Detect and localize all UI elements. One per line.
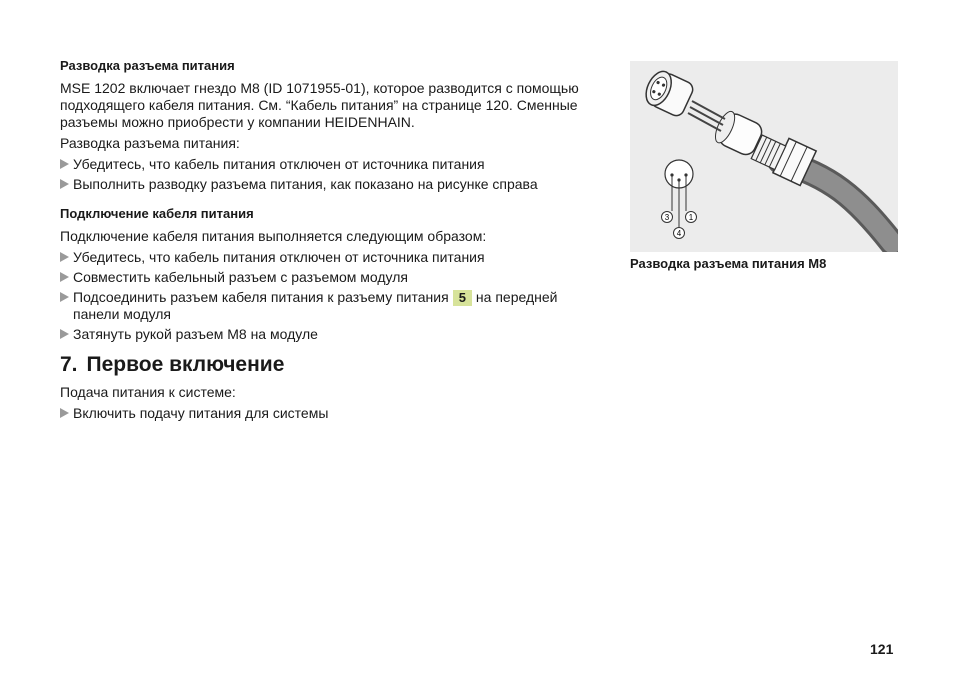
arrow-icon <box>60 272 69 282</box>
arrow-icon <box>60 329 69 339</box>
step-item: Совместить кабельный разъем с разъемом модуля <box>60 269 605 286</box>
main-column <box>60 58 605 425</box>
arrow-icon <box>60 252 69 262</box>
section-heading-cable-connection: Подключение кабеля питания <box>60 206 254 221</box>
arrow-icon <box>60 159 69 169</box>
port-badge: 5 <box>453 290 472 306</box>
step-item: Затянуть рукой разъем M8 на модуле <box>60 326 605 343</box>
step-item: Включить подачу питания для системы <box>60 405 605 422</box>
page-number: 121 <box>870 641 894 657</box>
pin-label: 4 <box>676 229 682 238</box>
m8-connector-illustration <box>630 61 898 252</box>
chapter-heading: 7. Первое включение <box>60 353 285 376</box>
step-item: Убедитесь, что кабель питания отключен от источника питания <box>60 249 605 266</box>
pin-label: 3 <box>664 213 670 222</box>
intro-paragraph: MSE 1202 включает гнездо M8 (ID 1071955-01), которое разводится с помощью подходящего кабеля питания. См. “Кабель питания” на странице 120. Сменные разъемы можно приобрести у компании HEIDENHAIN. <box>60 80 579 130</box>
step-item: Подсоединить разъем кабеля питания к разъему питания 5 на передней панели модуля <box>60 289 605 323</box>
figure-caption: Разводка разъема питания M8 <box>630 256 827 271</box>
pin-label: 1 <box>688 213 694 222</box>
arrow-icon <box>60 292 69 302</box>
step-item: Убедитесь, что кабель питания отключен от источника питания <box>60 156 605 173</box>
connector-figure <box>630 61 898 252</box>
section-heading-power-wiring: Разводка разъема питания <box>60 58 235 73</box>
arrow-icon <box>60 408 69 418</box>
wiring-lead: Разводка разъема питания: <box>60 135 240 151</box>
connection-lead: Подключение кабеля питания выполняется следующим образом: <box>60 228 487 244</box>
arrow-icon <box>60 179 69 189</box>
step-item: Выполнить разводку разъема питания, как показано на рисунке справа <box>60 176 605 193</box>
power-lead: Подача питания к системе: <box>60 384 236 400</box>
